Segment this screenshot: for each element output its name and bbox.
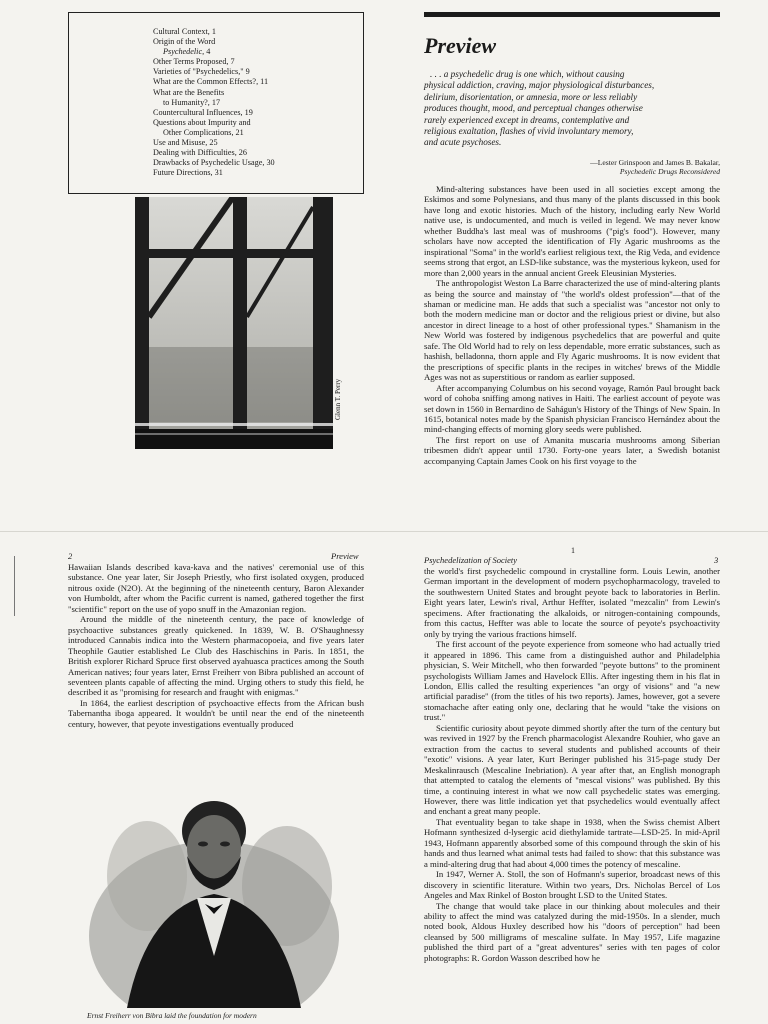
gutter-mark [14, 556, 15, 616]
toc-item: Other Terms Proposed, 7 [153, 57, 235, 67]
toc-item: What are the Benefits [153, 87, 225, 97]
window-photo [135, 197, 333, 449]
attribution-book: Psychedelic Drugs Reconsidered [619, 166, 720, 176]
body-paragraph: The first account of the peyote experience from someone who had actually tried it appeared in 1896. This came from a distinguished author and Philadelphia physician, S. Weir Mitchell, who then forwarded "peyote buttons" to the prominent psychologists William James and Havelock Ellis. After ingesting them in his flat in London, Ellis called the resulting experiences "an orgy of visions" and "a new artificial paradise" (from the titles of his two reports). James, however, got a severe stomachache after eating only one, declaring that he would "take the visions on trust." [424, 639, 720, 723]
portrait-photo [87, 786, 341, 1008]
quote-line: rarely experienced except in dreams, contemplative and [424, 114, 630, 125]
toc-item: Dealing with Difficulties, 26 [153, 148, 247, 158]
running-head: Preview [331, 551, 359, 561]
body-paragraph: After accompanying Columbus on his second voyage, Ramón Paul brought back word of cohoba sniffing among natives in Haiti. The earliest account of peyote was set down in 1560 in Bernardino de Sahágun's History of the Things of New Spain. In 1615, botanical notes made by the Spanish physician Francisco Hernández about the mind-changing effects of morning glory seeds were published. [424, 382, 720, 435]
toc-item: Questions about Impurity and [153, 117, 251, 127]
body-paragraph: In 1947, Werner A. Stoll, the son of Hofmann's superior, broadcast news of this discovery in scientific literature. Within two years, Drs. Nicholas Bercel of Los Angeles and Max Rinkel of Boston brought LSD to the United States. [424, 869, 720, 901]
page-number: 1 [571, 546, 575, 555]
quote-line: and acute psychoses. [424, 137, 502, 148]
body-paragraph: Mind-altering substances have been used in all societies except among the Eskimos and some Polynesians, and thus many of the plants discussed in this book have long and exotic histories. Much of the history, including early New World native use, is undocumented, and much is veiled in legend. We may never know whether Buddha's last meal was of mushrooms ("pig's food"). However, many scholars have now accepted the identification of Fly Agaric mushrooms as the inspirational "Soma" in the world's earliest religious text, the Rig Veda, and evidence seems strong that ergot, an LSD-like substance, was the mysterious kykeon, used for more than 2,000 years in the annual ancient Greek Eleusinian Mysteries. [424, 184, 720, 278]
photo-caption: Ernst Freiherr von Bibra laid the foundation for modern [87, 1011, 257, 1020]
chapter-title: Preview [424, 33, 497, 58]
toc-item-label: Psychedelic [163, 47, 203, 57]
body-paragraph: In 1864, the earliest description of psychoactive effects from the African bush Tabernantha iboga appeared. It wouldn't be until near the end of the nineteenth century, however, that peyote investigations eventually produced [68, 697, 364, 729]
chapter-rule [424, 12, 720, 17]
spread-divider [0, 531, 768, 532]
body-paragraph: The first report on use of Amanita muscaria mushrooms among Siberian tribesmen didn't appear until 1730. Forty-one years later, a Swedish botanist accompanying Captain James Cook on his first voyage to the [424, 434, 720, 466]
quote-line: produces thought, mood, and perceptual changes otherwise [424, 103, 643, 114]
page-number: 3 [714, 555, 719, 565]
portrait-image [87, 786, 341, 1008]
quote-line: . . . a psychedelic drug is one which, without causing [430, 69, 625, 79]
body-paragraph: Hawaiian Islands described kava-kava and the natives' ceremonial use of this substance. One year later, Sir Joseph Priestly, who first isolated oxygen, produced nitrous oxide (N2O). At the beginning of the nineteenth century, Baron Alexander von Humboldt, after whom the Pacific current is named, gathered together the first "scientific" report on the use of yopo snuff in the Amazonian region. [68, 562, 364, 614]
photo-credit: Glenn T. Perry [334, 378, 342, 420]
page3-body [424, 566, 720, 1024]
epigraph-attribution [424, 159, 720, 177]
running-head: Psychedelization of Society [424, 555, 517, 565]
toc-item: Varieties of "Psychedelics," 9 [153, 67, 250, 77]
toc-item: Cultural Context, 1 [153, 27, 216, 36]
toc-item: Drawbacks of Psychedelic Usage, 30 [153, 158, 275, 168]
toc-item: Origin of the Word [153, 37, 216, 47]
toc-item: Use and Misuse, 25 [153, 138, 218, 148]
toc-item: Future Directions, 31 [153, 168, 223, 178]
body-paragraph: the world's first psychedelic compound in crystalline form. Louis Lewin, another German important in the development of modern psychopharmacology, traveled to the southwestern United States and brought peyote back to laboratories in Berlin. Eight years later, Lewin's rival, Arthur Heffter, isolated "mezcalin" from Lewin's specimens. After fractionating the alkaloids, or nitrogen-containing compounds, from this cactus, Heffter was able to locate the source of peyote's psychoactivity only by trying the various fractions himself. [424, 566, 720, 639]
body-paragraph: Around the middle of the nineteenth century, the pace of knowledge of psychoactive substances greatly quickened. In 1839, W. B. O'Shaughnessy introduced Cannabis indica into the Western pharmacopoeia, and five years later Theophile Gautier established Le Club des Haschischins in Paris. In 1851, the British explorer Richard Spruce first observed ayahuasca practices among the South American natives; four years later, Ernst Freiherr von Bibra published an account of seventeen plants capable of affecting the mind. Urging others to study this field, he described it as "promising for research and fraught with enigmas." [68, 614, 364, 698]
page-number: 2 [68, 551, 73, 561]
toc-item: to Humanity?, 17 [163, 97, 221, 107]
page1-body [424, 184, 720, 524]
quote-line: delirium, disorientation, or amnesia, more or less reliably [424, 91, 638, 102]
body-paragraph: The anthropologist Weston La Barre characterized the use of mind-altering plants as being the source and mainstay of "the world's oldest profession"—that of the shaman or medicine man. He adds that such a specialist was "ancestor not only to both the modern medicine man or doctor and the religious priest or divine, but also ancestor in direct lineage to a host of other professional types." Shamanism in the New World was fostered by indigenous psychedelics that are powerful and quite safe. The Old World had to rely on less dependable, more erratic substances, such as hashish, belladonna, thorn apple and Fly Agaric mushrooms. It is now evident that the prescriptions of specific plants in the recipes in witches' brews of the Middle Ages was not as superstitious or random as earlier supposed. [424, 278, 720, 383]
toc-item [153, 47, 363, 57]
body-paragraph: That eventuality began to take shape in 1938, when the Swiss chemist Albert Hofmann synthesized d-lysergic acid diethylamide tartrate—LSD-25. In mid-April 1943, Hofmann apparently absorbed some of this compound through the skin of his hands and thus learned what animal tests had failed to show: that this substance was a mind-altering drug that had about 4,000 times the potency of mescaline. [424, 816, 720, 869]
table-of-contents [68, 12, 364, 194]
toc-item: What are the Common Effects?, 11 [153, 77, 269, 87]
toc-item: Other Complications, 21 [163, 127, 244, 137]
attribution-authors: —Lester Grinspoon and James B. Bakalar, [590, 158, 720, 167]
quote-line: physical addiction, craving, major physiological disturbances, [424, 80, 655, 91]
toc-item: Countercultural Influences, 19 [153, 107, 253, 117]
toc-item-page: , 4 [202, 47, 211, 57]
epigraph-quote [424, 69, 720, 149]
window-photo-image [135, 197, 333, 449]
body-paragraph: Scientific curiosity about peyote dimmed shortly after the turn of the century but was revived in 1927 by the French pharmacologist Alexandre Rouhier, who gave an extraction from the cactus to several students and published accounts of their "exotic" visions. A year later, Kurt Beringer published his 315-page study Der Meskalinrausch (Mescaline Inebriation). A year after that, an English monograph that attempted to catalog the elements of "mescal visions" was published. By this time, a continuing interest in what we now call psychedelic states was emerging. However, there was little indication yet that psychedelics would eventually affect and enchant a great many people. [424, 722, 720, 817]
page2-body [68, 562, 364, 776]
quote-line: religious exaltation, flashes of vivid involuntary memory, [424, 126, 634, 137]
body-paragraph: The change that would take place in our thinking about molecules and their ability to affect the mind was catalyzed during the mid-1950s. In a slender, much noted book, Aldous Huxley described how his "doors of perception" had been cleansed by 500 milligrams of mescaline sulfate. In May 1957, Life magazine published the third part of a "great adventures" series with ten pages of color photographs: R. Gordon Wasson described how he [424, 900, 720, 963]
